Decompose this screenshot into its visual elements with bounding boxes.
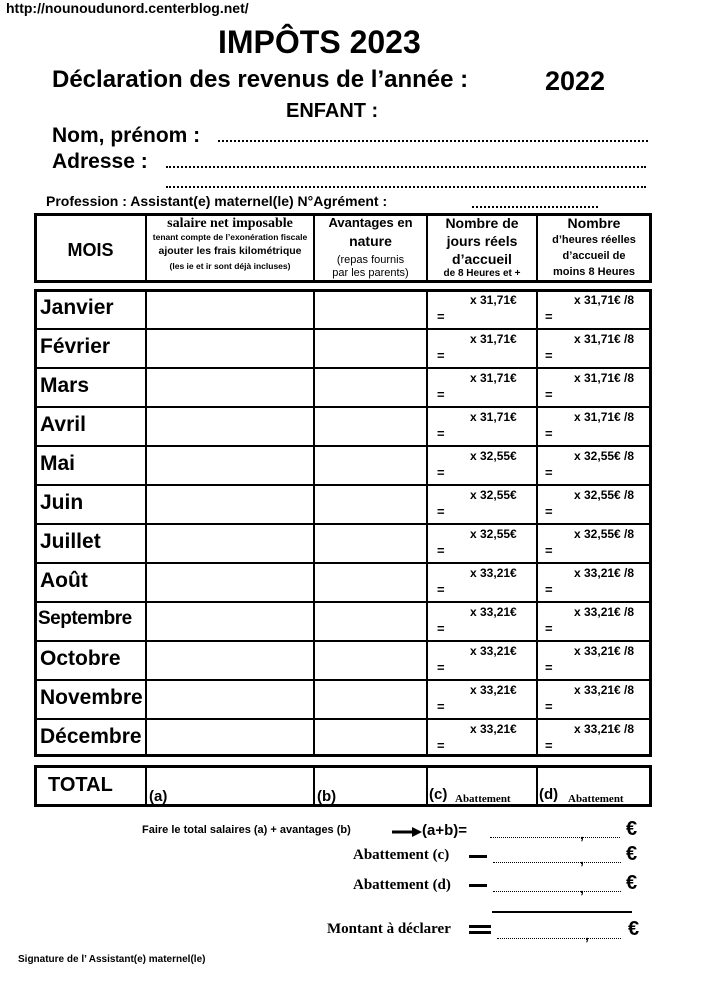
salaire-cell[interactable] [147, 642, 313, 677]
month-name: Novembre [40, 686, 143, 709]
avantages-cell[interactable] [315, 564, 426, 599]
summary-line1: Faire le total salaires (a) + avantages (b) [142, 824, 351, 836]
rate-days: x 31,71€ [470, 371, 517, 385]
equals-sign: = [545, 465, 553, 480]
month-name: Août [40, 569, 88, 592]
avantages-cell[interactable] [315, 681, 426, 716]
avantages-cell[interactable] [315, 330, 426, 365]
avantages-cell[interactable] [315, 291, 426, 326]
equals-sign: = [437, 660, 445, 675]
rate-hours: x 31,71€ /8 [574, 371, 635, 385]
minus-sign [469, 884, 487, 887]
header-heures-4: moins 8 Heures [553, 266, 635, 278]
avantages-cell[interactable] [315, 369, 426, 404]
comma: , [580, 826, 584, 842]
rate-days: x 33,21€ [470, 644, 517, 658]
equals-sign: = [437, 504, 445, 519]
total-d-sub: Abattement [568, 793, 624, 805]
avantages-cell[interactable] [315, 408, 426, 443]
abattement-c-label: Abattement (c) [353, 847, 450, 863]
total-ab-field[interactable] [490, 837, 620, 838]
rate-days: x 31,71€ [470, 410, 517, 424]
adresse-field-2[interactable] [166, 186, 646, 188]
header-heures-1: Nombre [567, 215, 621, 231]
rate-days: x 32,55€ [470, 449, 517, 463]
rate-days: x 31,71€ [470, 332, 517, 346]
header-heures-2: d’heures réelles [552, 234, 636, 246]
header-jours-4: de 8 Heures et + [443, 268, 521, 279]
abattement-c-field[interactable] [493, 862, 621, 863]
equals-sign: = [545, 621, 553, 636]
equals-sign: = [437, 387, 445, 402]
euro-symbol: € [626, 872, 638, 894]
header-jours-3: d’accueil [452, 251, 512, 267]
avantages-cell[interactable] [315, 720, 426, 755]
header-avantages-1: Avantages en [328, 215, 413, 230]
avantages-cell[interactable] [315, 642, 426, 677]
salaire-cell[interactable] [147, 720, 313, 755]
equals-sign: = [545, 504, 553, 519]
month-name: Janvier [40, 296, 114, 319]
subtitle-label: Déclaration des revenus de l’année : [52, 66, 469, 93]
page-title: IMPÔTS 2023 [218, 24, 421, 60]
comma: , [580, 851, 584, 867]
header-mois: MOIS [67, 240, 114, 260]
rate-hours: x 31,71€ /8 [574, 293, 635, 307]
avantages-cell[interactable] [315, 486, 426, 521]
rate-days: x 33,21€ [470, 605, 517, 619]
month-name: Février [40, 335, 111, 358]
header-jours-1: Nombre de [445, 215, 519, 231]
equals-sign: = [545, 660, 553, 675]
minus-sign [469, 855, 487, 858]
enfant-label: ENFANT : [286, 100, 379, 122]
agrement-field[interactable] [472, 206, 598, 208]
rate-days: x 32,55€ [470, 527, 517, 541]
rate-hours: x 31,71€ /8 [574, 332, 635, 346]
avantages-cell[interactable] [315, 603, 426, 638]
adresse-label: Adresse : [52, 150, 148, 173]
rate-hours: x 33,21€ /8 [574, 683, 635, 697]
total-a: (a) [149, 788, 168, 805]
equals-sign: = [545, 426, 553, 441]
rate-days: x 33,21€ [470, 722, 517, 736]
header-avantages-3: (repas fournis [336, 254, 405, 266]
month-name: Octobre [40, 647, 121, 670]
total-label: TOTAL [48, 774, 113, 796]
salaire-cell[interactable] [147, 564, 313, 599]
rate-days: x 33,21€ [470, 683, 517, 697]
euro-symbol: € [626, 843, 638, 865]
comma: , [585, 927, 589, 943]
profession-label: Profession : Assistant(e) maternel(le) N°Agrément : [46, 193, 388, 209]
subtitle-year: 2022 [545, 66, 606, 96]
salaire-cell[interactable] [147, 447, 313, 482]
arrow-right-icon [392, 826, 422, 838]
avantages-cell[interactable] [315, 525, 426, 560]
equals-sign: = [437, 699, 445, 714]
equals-sign: = [437, 426, 445, 441]
signature-label: Signature de l’ Assistant(e) maternel(le) [18, 954, 206, 965]
month-name: Septembre [38, 608, 132, 629]
equals-sign: = [437, 621, 445, 636]
equals-sign: = [437, 465, 445, 480]
total-b: (b) [317, 788, 337, 805]
equals-sign: = [545, 309, 553, 324]
equals-sign: = [437, 309, 445, 324]
euro-symbol: € [626, 818, 638, 840]
equals-sign: = [545, 738, 553, 753]
rate-hours: x 33,21€ /8 [574, 722, 635, 736]
month-name: Avril [40, 413, 86, 436]
rate-days: x 33,21€ [470, 566, 517, 580]
rate-days: x 32,55€ [470, 488, 517, 502]
total-c: (c) [429, 786, 448, 803]
equals-sign: = [437, 738, 445, 753]
nom-field[interactable] [218, 140, 648, 142]
salaire-cell[interactable] [147, 330, 313, 365]
header-jours-2: jours réels [446, 233, 518, 249]
avantages-cell[interactable] [315, 447, 426, 482]
salaire-cell[interactable] [147, 525, 313, 560]
equals-sign: = [545, 543, 553, 558]
rate-hours: x 32,55€ /8 [574, 449, 635, 463]
salaire-cell[interactable] [147, 408, 313, 443]
montant-field[interactable] [497, 938, 621, 939]
equals-sign: = [545, 348, 553, 363]
month-name: Mars [40, 374, 90, 397]
salaire-cell[interactable] [147, 369, 313, 404]
header-avantages-2: nature [349, 233, 392, 249]
montant-label: Montant à déclarer [327, 921, 451, 937]
month-name: Juin [40, 491, 84, 514]
equals-sign: = [545, 699, 553, 714]
euro-symbol: € [628, 918, 640, 940]
month-name: Juillet [40, 530, 101, 553]
abattement-d-label: Abattement (d) [353, 877, 451, 893]
equals-sign: = [545, 387, 553, 402]
comma: , [580, 880, 584, 896]
header-salaire-3: ajouter les frais kilométrique [158, 245, 302, 257]
header-avantages-4: par les parents) [332, 267, 409, 279]
month-name: Décembre [40, 725, 142, 748]
rate-hours: x 32,55€ /8 [574, 488, 635, 502]
nom-label: Nom, prénom : [52, 124, 201, 147]
abattement-d-field[interactable] [493, 891, 621, 892]
source-url: http://nounoudunord.centerblog.net/ [6, 0, 249, 16]
adresse-field-1[interactable] [166, 166, 646, 168]
rate-hours: x 31,71€ /8 [574, 410, 635, 424]
sum-line [492, 911, 632, 913]
rate-days: x 31,71€ [470, 293, 517, 307]
header-salaire-2: tenant compte de l’exonération fiscale [152, 232, 308, 242]
total-c-sub: Abattement [455, 793, 511, 805]
salaire-cell[interactable] [147, 603, 313, 638]
header-heures-3: d’accueil de [562, 250, 626, 262]
equals-sign: = [437, 348, 445, 363]
rate-hours: x 32,55€ /8 [574, 527, 635, 541]
equals-sign: = [437, 543, 445, 558]
rate-hours: x 33,21€ /8 [574, 566, 635, 580]
rate-hours: x 33,21€ /8 [574, 644, 635, 658]
salaire-cell[interactable] [147, 486, 313, 521]
salaire-cell[interactable] [147, 681, 313, 716]
total-d: (d) [539, 786, 559, 803]
equals-sign [469, 925, 491, 928]
salaire-cell[interactable] [147, 291, 313, 326]
header-salaire-4: (les ie et ir sont déjà incluses) [169, 261, 291, 271]
equals-sign: = [437, 582, 445, 597]
total-row [34, 765, 652, 807]
summary-line1-result: (a+b)= [422, 822, 468, 839]
header-salaire-1: salaire net imposable [167, 216, 293, 231]
equals-sign: = [545, 582, 553, 597]
month-name: Mai [40, 452, 76, 475]
rate-hours: x 33,21€ /8 [574, 605, 635, 619]
